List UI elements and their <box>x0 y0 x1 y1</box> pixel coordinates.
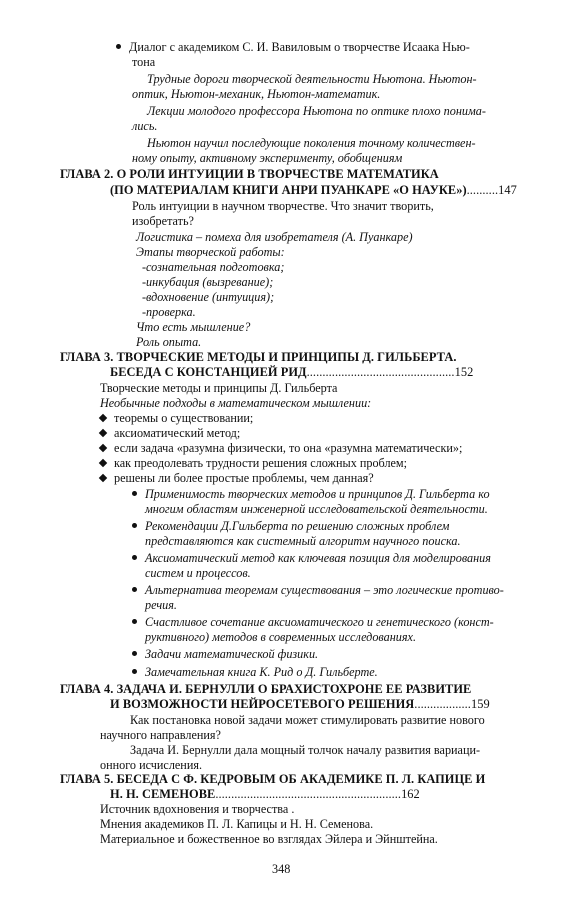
toc-subline: научного направления? <box>100 728 221 742</box>
sub-item <box>132 487 490 502</box>
bullet-dot-icon <box>132 619 137 624</box>
list-item-text: теоремы о существовании; <box>114 411 254 425</box>
toc-subline: Необычные подходы в математическом мышлении: <box>100 396 372 410</box>
chapter-2-title: ГЛАВА 2. О РОЛИ ИНТУИЦИИ В ТВОРЧЕСТВЕ МАТЕМАТИКА <box>60 167 439 181</box>
sub-item <box>132 647 318 662</box>
diamond-bullet-icon <box>99 429 107 437</box>
sub-item-text: Аксиоматический метод как ключевая позиция для моделирования <box>145 551 491 565</box>
diamond-bullet-icon <box>99 414 107 422</box>
sub-item-text: Счастливое сочетание аксиоматического и генетического (конст- <box>145 615 494 629</box>
bullet-dot-icon <box>116 44 121 49</box>
sub-item-cont: представляются как системный алгоритм научного поиска. <box>145 534 461 548</box>
list-item <box>100 471 374 486</box>
toc-subline: Мнения академиков П. Л. Капицы и Н. Н. Семенова. <box>100 817 374 831</box>
bullet-dot-icon <box>132 669 137 674</box>
toc-subline: Роль интуиции в научном творчестве. Что значит творить, <box>132 199 434 213</box>
list-item <box>100 411 253 426</box>
bullet-dot-icon <box>132 491 137 496</box>
leader-dots: ............................................... <box>306 365 455 379</box>
sub-item-cont: руктивного) методов в современных исследованиях. <box>145 630 416 644</box>
toc-subline: Трудные дороги творческой деятельности Ньютона. Ньютон- <box>147 72 477 86</box>
list-item-text: решены ли более простые проблемы, чем данная? <box>114 471 374 485</box>
toc-subline: оптик, Ньютон-механик, Ньютон-математик. <box>132 87 381 101</box>
toc-subline: ному опыту, активному эксперименту, обобщениям <box>132 151 403 165</box>
toc-subline: Роль опыта. <box>136 335 202 349</box>
toc-subline: Лекции молодого профессора Ньютона по оптике плохо понима- <box>147 104 486 118</box>
chapter-2-page: 147 <box>498 183 517 197</box>
list-item <box>100 441 462 456</box>
toc-subline: Что есть мышление? <box>136 320 251 334</box>
sub-item-text: Задачи математической физики. <box>145 647 319 661</box>
diamond-bullet-icon <box>99 459 107 467</box>
leader-dots: .................. <box>414 697 471 711</box>
list-item-text: как преодолевать трудности решения сложных проблем; <box>114 456 408 470</box>
chapter-5-page: 162 <box>401 787 420 801</box>
toc-subline: Как постановка новой задачи может стимулировать развитие нового <box>130 713 485 727</box>
chapter-3-title-cont <box>110 365 473 380</box>
toc-subline: -проверка. <box>142 305 196 319</box>
bullet-dot-icon <box>132 523 137 528</box>
leader-dots: .......... <box>466 183 499 197</box>
toc-subline: Логистика – помеха для изобретателя (А. Пуанкаре) <box>136 230 413 244</box>
chapter-4-title-cont <box>110 697 490 712</box>
toc-subline: -вдохновение (интуиция); <box>142 290 275 304</box>
toc-item-cont: тона <box>132 55 156 69</box>
bullet-dot-icon <box>132 651 137 656</box>
bullet-dot-icon <box>132 555 137 560</box>
toc-subline: Ньютон научил последующие поколения точному количествен- <box>147 136 476 150</box>
diamond-bullet-icon <box>99 444 107 452</box>
toc-subline: Задача И. Бернулли дала мощный толчок началу развития вариаци- <box>130 743 481 757</box>
chapter-3-title: ГЛАВА 3. ТВОРЧЕСКИЕ МЕТОДЫ И ПРИНЦИПЫ Д. ГИЛЬБЕРТА. <box>60 350 457 364</box>
list-item-text: аксиоматический метод; <box>114 426 241 440</box>
toc-subline: Творческие методы и принципы Д. Гильберта <box>100 381 338 395</box>
list-item <box>100 426 240 441</box>
chapter-2-title-cont <box>110 183 517 198</box>
toc-item-text: Диалог с академиком С. И. Вавиловым о творчестве Исаака Нью- <box>129 40 470 54</box>
diamond-bullet-icon <box>99 474 107 482</box>
sub-item <box>132 615 494 630</box>
sub-item <box>132 551 491 566</box>
sub-item <box>132 665 378 680</box>
toc-subline: Материальное и божественное во взглядах Эйлера и Эйнштейна. <box>100 832 438 846</box>
sub-item-text: Применимость творческих методов и принципов Д. Гильберта ко <box>145 487 490 501</box>
chapter-4-title-text: И ВОЗМОЖНОСТИ НЕЙРОСЕТЕВОГО РЕШЕНИЯ <box>110 697 415 711</box>
toc-subline: Источник вдохновения и творчества . <box>100 802 295 816</box>
sub-item-cont: речия. <box>145 598 177 612</box>
list-item <box>100 456 407 471</box>
chapter-5-title: ГЛАВА 5. БЕСЕДА С Ф. КЕДРОВЫМ ОБ АКАДЕМИКЕ П. Л. КАПИЦЕ И <box>60 772 486 786</box>
sub-item-cont: систем и процессов. <box>145 566 251 580</box>
sub-item-cont: многим областям инженерной исследовательской деятельности. <box>145 502 488 516</box>
chapter-5-title-text: Н. Н. СЕМЕНОВЕ <box>110 787 216 801</box>
sub-item-text: Рекомендации Д.Гильберта по решению сложных проблем <box>145 519 450 533</box>
sub-item-text: Замечательная книга К. Рид о Д. Гильберте. <box>145 665 378 679</box>
toc-subline: изобретать? <box>132 214 194 228</box>
sub-item <box>132 583 504 598</box>
list-item-text: если задача «разумна физически, то она «разумна математически»; <box>114 441 463 455</box>
page-number: 348 <box>272 862 291 876</box>
sub-item-text: Альтернатива теоремам существования – это логические противо- <box>145 583 504 597</box>
toc-subline: лись. <box>132 119 158 133</box>
chapter-4-page: 159 <box>470 697 490 711</box>
sub-item <box>132 519 449 534</box>
chapter-3-page: 152 <box>454 365 474 379</box>
chapter-3-title-text: БЕСЕДА С КОНСТАНЦИЕЙ РИД <box>110 365 307 379</box>
toc-subline: -инкубация (вызревание); <box>142 275 274 289</box>
leader-dots: ........................................................... <box>215 787 402 801</box>
bullet-dot-icon <box>132 587 137 592</box>
toc-subline: Этапы творческой работы: <box>136 245 285 259</box>
chapter-2-title-text: (ПО МАТЕРИАЛАМ КНИГИ АНРИ ПУАНКАРЕ «О НАУКЕ») <box>110 183 467 197</box>
chapter-4-title: ГЛАВА 4. ЗАДАЧА И. БЕРНУЛЛИ О БРАХИСТОХРОНЕ ЕЕ РАЗВИТИЕ <box>60 682 472 696</box>
toc-subline: -сознательная подготовка; <box>142 260 285 274</box>
toc-item <box>116 40 470 55</box>
toc-subline: онного исчисления. <box>100 758 203 772</box>
chapter-5-title-cont <box>110 787 420 802</box>
